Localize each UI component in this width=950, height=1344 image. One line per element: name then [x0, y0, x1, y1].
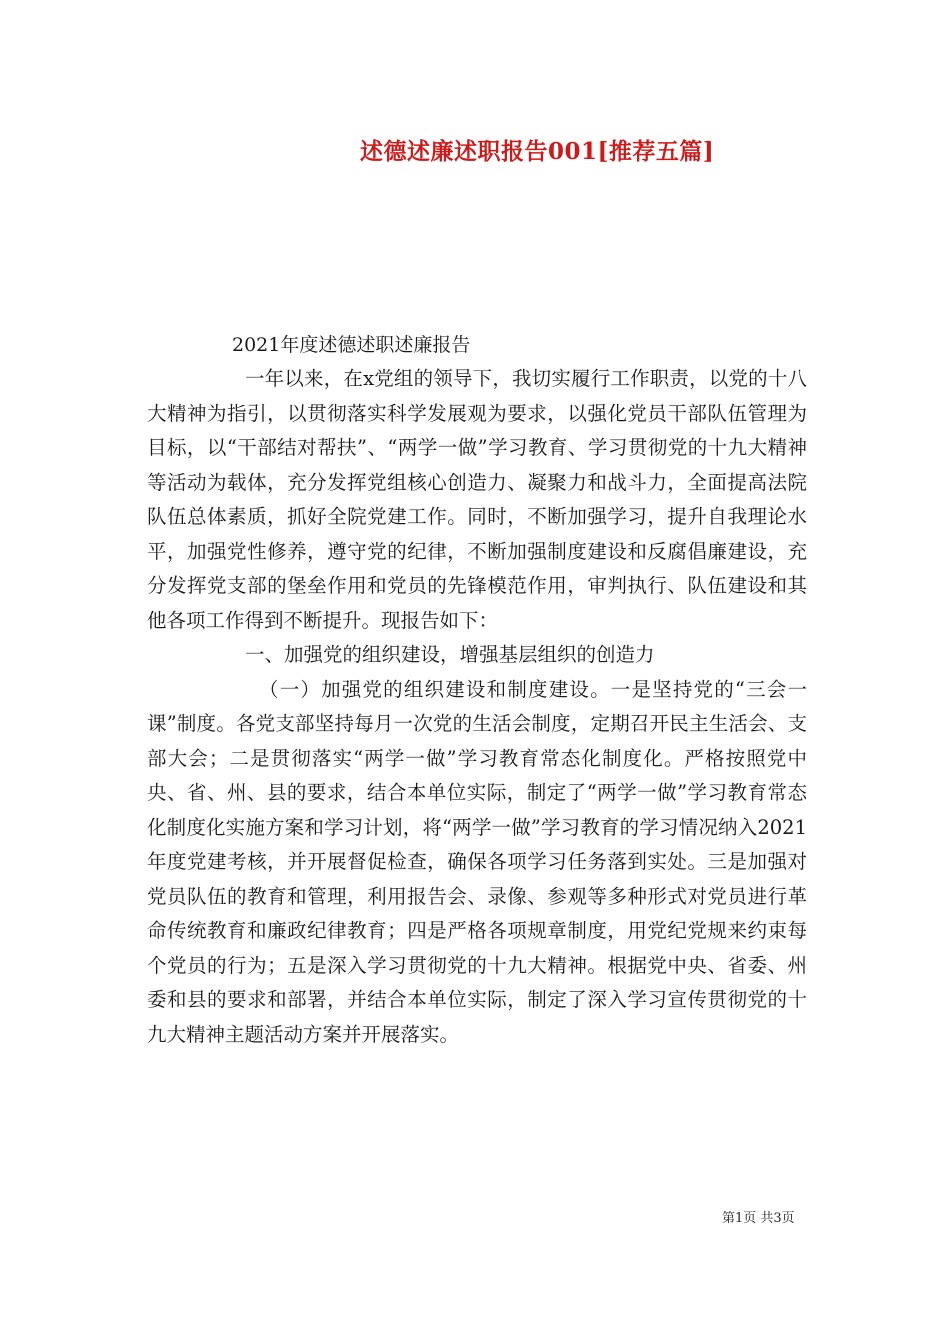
document-title: 述德述廉述职报告001[推荐五篇]: [360, 138, 715, 165]
body-paragraph-intro: 一年以来，在x党组的领导下，我切实履行工作职责，以党的十八大精神为指引，以贯彻落实科学发展观为要求，以强化党员干部队伍管理为目标，以“干部结对帮扶”、“两学一做”学习教育、学习贯彻党的十九大精神等活动为载体，充分发挥党组核心创造力、凝聚力和战斗力，全面提高法院队伍总体素质，抓好全院党建工作。同时，不断加强学习，提升自我理论水平，加强党性修养，遵守党的纪律，不断加强制度建设和反腐倡廉建设，充分发挥党支部的堡垒作用和党员的先锋模范作用，审判执行、队伍建设和其他各项工作得到不断提升。现报告如下：: [147, 367, 807, 632]
page-number-footer: 第1页 共3页: [722, 1211, 795, 1226]
body-paragraph-section-1: （一）加强党的组织建设和制度建设。一是坚持党的“三会一课”制度。各党支部坚持每月一次党的生活会制度，定期召开民主生活会、支部大会；二是贯彻落实“两学一做”学习教育常态化制度化。严格按照党中央、省、州、县的要求，结合本单位实际，制定了“两学一做”学习教育常态化制度化实施方案和学习计划，将“两学一做”学习教育的学习情况纳入2021年度党建考核，并开展督促检查，确保各项学习任务落到实处。三是加强对党员队伍的教育和管理，利用报告会、录像、参观等多种形式对党员进行革命传统教育和廉政纪律教育；四是严格各项规章制度，用党纪党规来约束每个党员的行为；五是深入学习贯彻党的十九大精神。根据党中央、省委、州委和县的要求和部署，并结合本单位实际，制定了深入学习宣传贯彻党的十九大精神主题活动方案并开展落实。: [147, 677, 807, 1046]
section-heading: 一、加强党的组织建设，增强基层组织的创造力: [245, 643, 655, 666]
document-body: [147, 362, 807, 1052]
document-subtitle: 2021年度述德述职述廉报告: [232, 334, 471, 356]
